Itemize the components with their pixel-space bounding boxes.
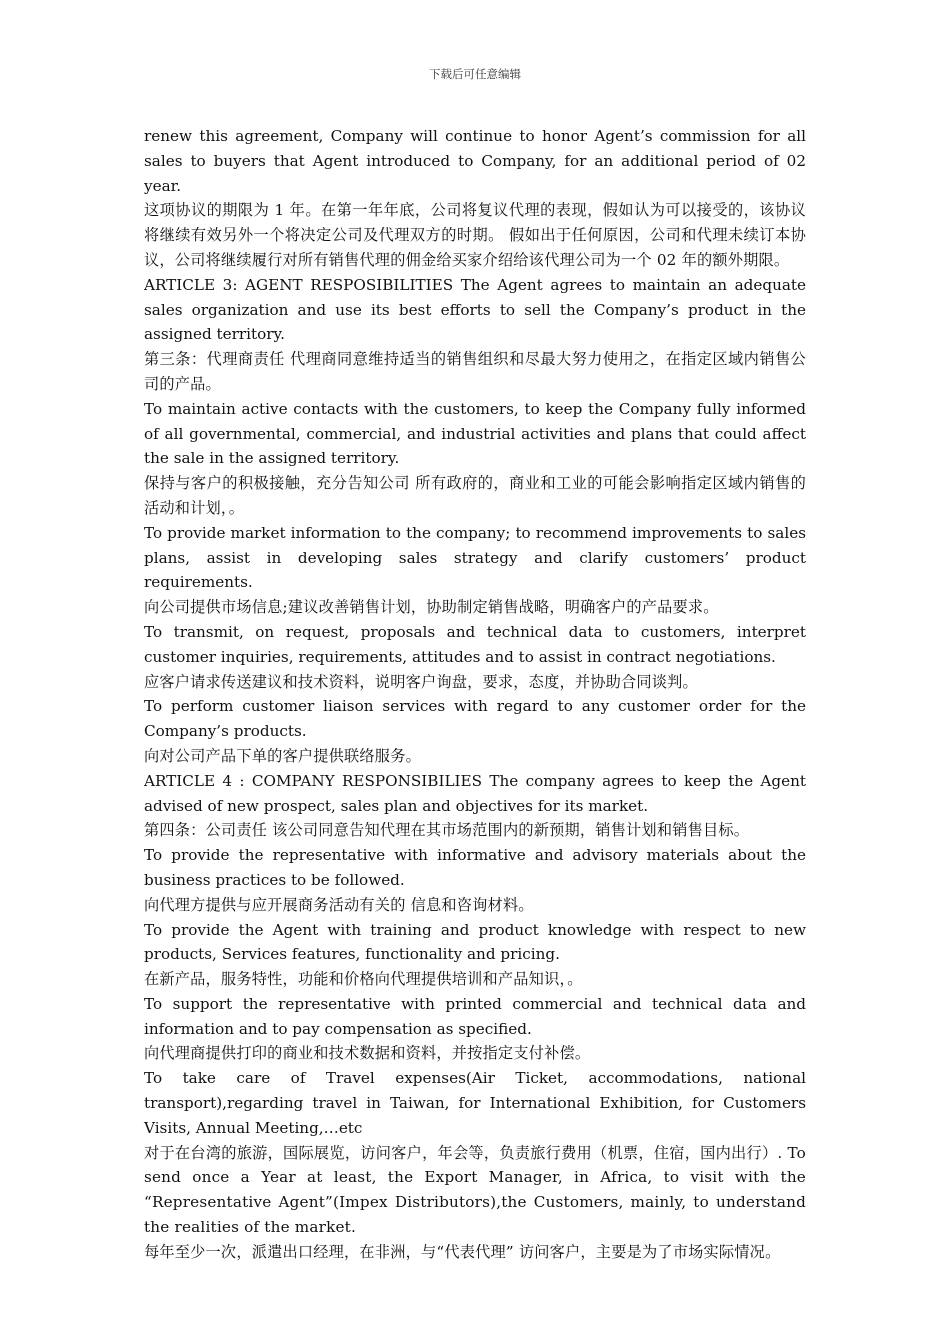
paragraph-market-info-zh: 向公司提供市场信息;建议改善销售计划，协助制定销售战略，明确客户的产品要求。 [144,598,719,617]
paragraph-liaison-zh: 向对公司产品下单的客户提供联络服务。 [144,746,421,765]
paragraph-support-zh: 向代理商提供打印的商业和技术数据和资料，并按指定支付补偿。 [144,1044,591,1063]
paragraph-article3-en: ARTICLE 3: AGENT RESPOSIBILITIES The Agent agrees to maintain an adequate sales organization and use its best efforts to sell the Company’s product in the assigned territory. [144,275,806,344]
paragraph-renewal-zh: 这项协议的期限为 1 年。在第一年年底，公司将复议代理的表现，假如认为可以接受的，该协议将继续有效另外一个将决定公司及代理双方的时期。 假如出于任何原因，公司和代理未续订本协议，公司将继续履行对所有销售代理的佣金给买家介绍给该代理公司为一个 02 年的额外期限。 [144,201,806,269]
paragraph-travel-en: To take care of Travel expenses(Air Ticket, accommodations, national transport),regarding travel in Taiwan, for International Exhibition, for Customers Visits, Annual Meeting,…etc [144,1069,806,1137]
paragraph-liaison-en: To perform customer liaison services with regard to any customer order for the Company’s products. [144,697,806,741]
paragraph-article3-zh: 第三条：代理商责任 代理商同意维持适当的销售组织和尽最大努力使用之，在指定区域内销售公司的产品。 [144,350,806,393]
paragraph-market-info-en: To provide market information to the company; to recommend improvements to sales plans, assist in developing sales strategy and clarify customers’ product requirements. [144,523,806,592]
paragraph-article4-zh: 第四条：公司责任 该公司同意告知代理在其市场范围内的新预期，销售计划和销售目标。 [144,821,750,840]
paragraph-training-en: To provide the Agent with training and product knowledge with respect to new products, Services features, functionality and pricing. [144,920,806,964]
paragraph-advisory-zh: 向代理方提供与应开展商务活动有关的 信息和咨询材料。 [144,895,534,914]
paragraph-visit-zh: 每年至少一次，派遣出口经理，在非洲，与“代表代理” 访问客户，主要是为了市场实际情况。 [144,1242,781,1261]
paragraph-support-en: To support the representative with printed commercial and technical data and information and to pay compensation as specified. [144,994,806,1038]
paragraph-training-zh: 在新产品，服务特性，功能和价格向代理提供培训和产品知识，。 [144,970,583,989]
paragraph-transmit-zh: 应客户请求传送建议和技术资料，说明客户询盘，要求，态度，并协助合同谈判。 [144,672,698,691]
paragraph-contacts-zh: 保持与客户的积极接触，充分告知公司 所有政府的，商业和工业的可能会影响指定区域内销售的活动和计划，。 [144,474,806,517]
paragraph-renewal-en: renew this agreement, Company will continue to honor Agent’s commission for all sales to buyers that Agent introduced to Company, for an additional period of 02 year. [144,127,806,195]
page-header-note: 下载后可任意编辑 [429,67,521,81]
paragraph-article4-en: ARTICLE 4 : COMPANY RESPONSIBILIES The company agrees to keep the Agent advised of new prospect, sales plan and objectives for its market. [144,771,806,815]
paragraph-contacts-en: To maintain active contacts with the customers, to keep the Company fully informed of all governmental, commercial, and industrial activities and plans that could affect the sale in the assigned territory. [144,399,806,468]
document-body [144,124,806,1265]
paragraph-travel-zh-visit-en: 对于在台湾的旅游，国际展览，访问客户，年会等，负责旅行费用（机票，住宿，国内出行）. To send once a Year at least, the Export Manager, in Africa, to visit with the “Representative Agent”(Impex Distributors),the Customers, mainly, to understand the realities of the market. [144,1143,806,1237]
paragraph-transmit-en: To transmit, on request, proposals and technical data to customers, interpret customer inquiries, requirements, attitudes and to assist in contract negotiations. [144,622,806,666]
paragraph-advisory-en: To provide the representative with informative and advisory materials about the business practices to be followed. [144,846,806,889]
